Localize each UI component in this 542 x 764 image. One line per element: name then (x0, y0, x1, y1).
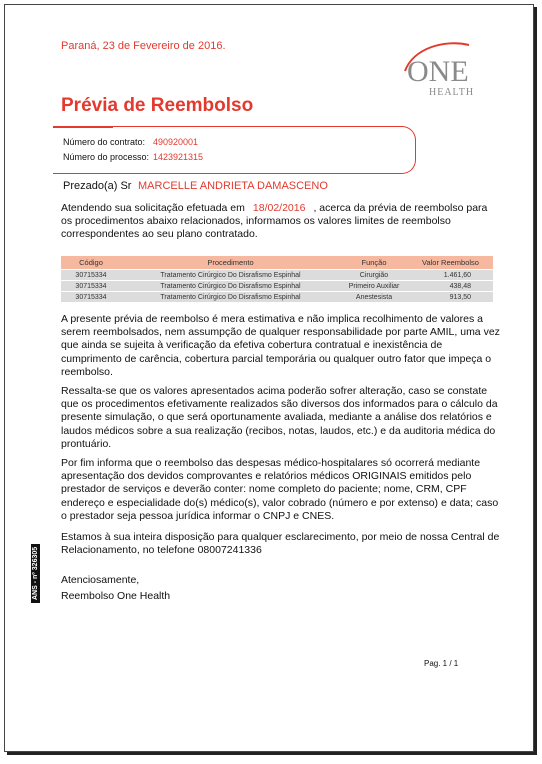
cell-function: Cirurgião (340, 270, 408, 281)
process-number-row (63, 152, 204, 162)
document-page (4, 4, 534, 752)
disclaimer-paragraph: A presente prévia de reembolso é mera estimativa e não implica recolhimento de valores a serem reembolsados, nem assumpção de qualquer responsabilidade por parte AMIL, uma vez que ainda se sujeita à verificação da efetiva cobertura contratual e inexistência de cumprimento de carência, cobertura parcial temporária ou qualquer outro fator que impeça o reembolso. (61, 313, 500, 378)
values-change-paragraph: Ressalta-se que os valores apresentados acima poderão sofrer alteração, caso se constate que os procedimentos efetivamente realizados são diversos dos informados para o cálculo da presente simulação, o que será oportunamente avaliada, mediante a análise dos relatórios e laudos médicos sobre a sua realização (recibos, notas, laudos, etc.) e da auditoria médica do prontuário. (61, 385, 498, 450)
document-date: Paraná, 23 de Fevereiro de 2016. (61, 40, 226, 52)
cell-value: 438,48 (408, 281, 493, 292)
contract-number-row (63, 137, 199, 147)
table-row (61, 292, 493, 303)
salutation (63, 180, 328, 192)
process-number-label: Número do processo: (63, 152, 150, 162)
contract-number-value: 490920001 (153, 137, 199, 147)
intro-text-after: , acerca da prévia de reembolso para os procedimentos abaixo relacionados, informamos os valores limites de reembolso correspondentes ao seu plano contratado. (61, 202, 488, 241)
cell-procedure: Tratamento Cirúrgico Do Disrafismo Espinhal (121, 292, 340, 303)
page-title: Prévia de Reembolso (61, 95, 254, 116)
cell-procedure: Tratamento Cirúrgico Do Disrafismo Espinhal (121, 270, 340, 281)
documents-requirement-paragraph: Por fim informa que o reembolso das despesas médico-hospitalares só ocorrerá mediante apresentação dos devidos comprovantes e relatórios médicos ORIGINAIS emitidos pelo prestador de serviços e deverão conter: nome completo do paciente; nome, CRM, CPF endereço e especialidade do(s) médico(s), valor cobrado (número e por extenso) e data; caso o prestador seja pessoa jurídica informar o CNPJ e CNES. (61, 457, 499, 522)
table-row (61, 270, 493, 281)
table-header-row (61, 256, 493, 270)
page-number: Pag. 1 / 1 (424, 659, 459, 668)
column-header-function: Função (340, 256, 408, 270)
closing-greeting: Atenciosamente, (61, 574, 140, 586)
intro-text-before: Atendendo sua solicitação efetuada em (61, 202, 245, 214)
cell-function: Primeiro Auxiliar (340, 281, 408, 292)
cell-function: Anestesista (340, 292, 408, 303)
contact-paragraph: Estamos à sua inteira disposição para qualquer esclarecimento, por meio de nossa Central de Relacionamento, no telefone 08007241336 (61, 531, 500, 557)
logo-text-health: HEALTH (429, 87, 475, 98)
recipient-name: MARCELLE ANDRIETA DAMASCENO (138, 180, 328, 192)
salutation-prefix: Prezado(a) Sr (63, 180, 132, 192)
cell-procedure: Tratamento Cirúrgico Do Disrafismo Espinhal (121, 281, 340, 292)
logo-text-one: ONE (407, 55, 469, 88)
cell-code: 30715334 (61, 281, 121, 292)
cell-value: 913,50 (408, 292, 493, 303)
procedures-table (61, 256, 493, 302)
request-date: 18/02/2016 (252, 202, 306, 214)
cell-code: 30715334 (61, 270, 121, 281)
process-number-value: 1423921315 (153, 152, 204, 162)
column-header-procedure: Procedimento (121, 256, 340, 270)
table-row (61, 281, 493, 292)
intro-paragraph (61, 202, 501, 242)
one-health-logo (399, 35, 483, 105)
cell-code: 30715334 (61, 292, 121, 303)
contract-info-box (53, 126, 416, 174)
cell-value: 1.461,60 (408, 270, 493, 281)
ans-registration-label: ANS - nº 326305 (31, 544, 40, 603)
column-header-code: Código (61, 256, 121, 270)
signature-sender: Reembolso One Health (61, 590, 171, 602)
column-header-value: Valor Reembolso (408, 256, 493, 270)
contract-number-label: Número do contrato: (63, 137, 146, 147)
